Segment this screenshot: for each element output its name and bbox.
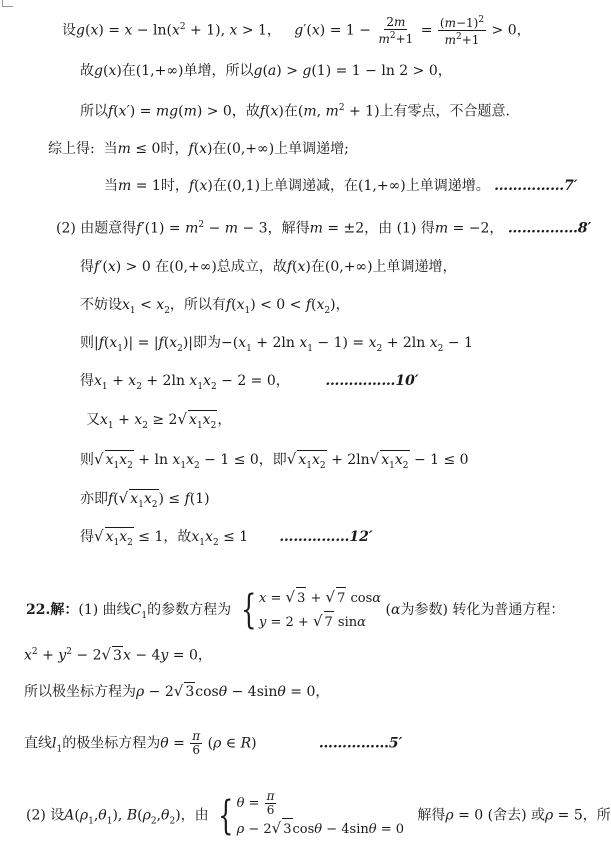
line-am-gm: 又$x_1 + x_2 \ge 2√$ $x_1x_2$， <box>86 410 231 435</box>
line-line-l1: 直线$l_1$的极坐标方程为θ = $\frac{\pi}{6}$ (ρ ∈ R) ……………5′ <box>24 729 403 757</box>
score-5: ……………5′ <box>318 735 403 752</box>
score-12: ……………12′ <box>279 529 373 545</box>
line-sum-eq: 得$x_1 + x_2 + 2\ln$ $x_1x_2 - 2 = 0$， ……………10′ <box>80 373 419 392</box>
score-10: ……………10′ <box>325 373 419 389</box>
line-assume-x1-x2: 不妨设$x_1 < x_2$，所以有$f(x_1) < 0 < f(x_2)$， <box>80 297 350 316</box>
score-7: ……………7′ <box>494 178 578 194</box>
score-8: ……………8′ <box>507 220 592 237</box>
line-abs-equal: 则$|f(x_1)| = |f(x_2)|$即为$-(x_1 + 2\ln$ $x_1 - 1) = x_2 + 2\ln$ $x_2 - 1$ <box>80 335 473 354</box>
line-circle-eq: $x^2 + y^2 - 2√$ 3x − 4y = 0， <box>24 645 212 664</box>
line-f-zero: 所以f(x′) = mg(m) > 0，故f(x)在(m, $m^2 + 1$)上有零点，不合题意. <box>80 103 510 120</box>
line-g-increasing: 故g(x)在(1,+∞)单增，所以g(a) > g(1) = 1 − ln 2 > 0， <box>80 63 452 79</box>
line-f-prime-positive: 得f′(x) > 0 在(0,+∞)总成立，故f(x)在(0,+∞)上单调递增， <box>80 259 457 275</box>
page-corner-mark <box>2 0 13 7</box>
line-m-equals-1: 当m = 1时，f(x)在(0,1)上单调递减，在(1,+∞)上单调递增。 ……………7′ <box>104 178 578 194</box>
line-sqrt-ineq: 则√ $x_1x_2 + \ln x_1x_2 - 1 \le 0$，即√ $x_1x_2 + 2\ln√$ $x_1x_2 - 1 \le 0$ <box>80 450 469 475</box>
line-g-def: 设$g(x) = x - \ln(x^2 + 1)$, x > 1， g′(x) = 1 − $\frac{2m}{m^2+1}$ = $\frac{(m-1)^2}{m^2+1}$ > 0， <box>62 14 531 47</box>
line-f-compare: 亦即f(√ $x_1x_2) \le f(1)$ <box>80 489 210 514</box>
line-problem-22: 22.解：(1) 曲线$C_1$的参数方程为 { x = √ 3 + √ 7 cosα y = 2 + √ 7 sinα (α为参数) 转化为普通方程： <box>26 587 565 633</box>
line-polar-eq: 所以极坐标方程为ρ − 2√ 3cosθ − 4sinθ = 0， <box>24 682 330 700</box>
line-conclusion-12: 得√ $x_1x_2 \le 1$，故$x_1x_2 \le 1$ ……………12′ <box>80 527 373 552</box>
line-part2-start: (2) 由题意得$f'(1) = m^2 - m - 3$，解得m = ±2，由 (1) 得m = −2， ……………8′ <box>56 220 592 237</box>
line-part2-problem22: (2) 设$A(\rho_1,\theta_1)$, $B(\rho_2,\theta_2)$，由 { θ = $\frac{\pi}{6}$ ρ − 2√ 3cosθ − 4sinθ = 0 解得ρ = 0 (舍去) 或ρ = 5，所 <box>26 790 611 841</box>
line-summary: 综上得: 当m ≤ 0时，f(x)在(0,+∞)上单调递增; <box>48 141 349 157</box>
